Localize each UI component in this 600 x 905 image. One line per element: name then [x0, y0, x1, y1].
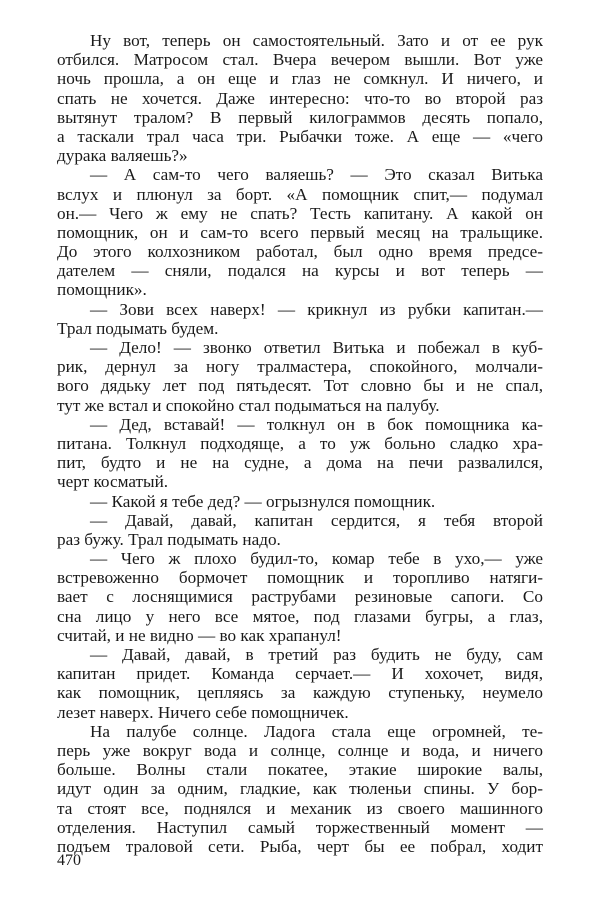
- text-line: — Дед, вставай! — толкнул он в бок помощника ка-: [90, 414, 543, 434]
- text-line: вытянут тралом? В первый килограммов десять попало,: [57, 107, 543, 127]
- text-line: — А сам-то чего валяешь? — Это сказал Витька: [90, 165, 543, 185]
- page-body-text: [57, 31, 543, 856]
- paragraph: [57, 165, 543, 299]
- text-line: сна лицо у него все мятое, под глазами бугры, а глаз,: [57, 606, 543, 626]
- text-line: — Давай, давай, в третий раз будить не буду, сам: [90, 645, 543, 664]
- text-line: отбился. Матросом стал. Вчера вечером вышли. Вот уже: [57, 50, 543, 70]
- text-line: отделения. Наступил самый торжественный момент —: [57, 817, 543, 837]
- text-line: идут один за одним, гладкие, как тюленьи спины. У бор-: [57, 779, 543, 799]
- text-line: — Давай, давай, капитан сердится, я тебя второй: [90, 510, 543, 530]
- paragraph: [57, 338, 543, 415]
- text-line: спать не хочется. Даже интересно: что-то во второй раз: [57, 88, 543, 108]
- paragraph: [57, 492, 543, 511]
- text-line: — Дело! — звонко ответил Витька и побежал в куб-: [90, 338, 543, 357]
- text-line: дурака валяешь?»: [57, 146, 188, 166]
- text-line: больше. Волны стали покатее, этакие широкие валы,: [57, 760, 543, 780]
- page-number: 470: [57, 852, 81, 869]
- text-line: ночь прошла, а он еще и глаз не сомкнул. И ничего, и: [57, 69, 543, 89]
- paragraph: [57, 722, 543, 856]
- text-line: капитан придет. Команда серчает.— И хохочет, видя,: [57, 664, 543, 684]
- text-line: До этого колхозником работал, был одно время предсе-: [57, 242, 543, 262]
- text-line: та стоят все, поднялся и механик из своего машинного: [57, 798, 543, 818]
- paragraph: [57, 31, 543, 165]
- paragraph: [57, 415, 543, 492]
- text-line: вает с лоснящимися раструбами резиновые сапоги. Со: [57, 587, 543, 607]
- text-line: перь уже вокруг вода и солнце, солнце и вода, и ничего: [57, 740, 543, 760]
- text-line: а таскали трал часа три. Рыбачки тоже. А еще — «чего: [57, 126, 543, 146]
- text-line: — Чего ж плохо будил-то, комар тебе в ухо,— уже: [90, 549, 543, 569]
- paragraph: [57, 511, 543, 549]
- text-line: помощник».: [57, 280, 147, 300]
- text-line: дателем — сняли, подался на курсы и вот теперь —: [57, 261, 543, 281]
- text-line: считай, и не видно — во как храпанул!: [57, 625, 342, 645]
- text-line: вого дядьку лет под пятьдесят. Тот словно бы и не спал,: [57, 376, 543, 396]
- text-line: он.— Чего ж ему не спать? Тесть капитану. А какой он: [57, 203, 543, 223]
- text-line: раз бужу. Трал подымать надо.: [57, 529, 281, 549]
- text-line: помощник, он и сам-то всего первый месяц на тральщике.: [57, 222, 543, 242]
- text-line: встревоженно бормочет помощник и торопливо натяги-: [57, 568, 543, 588]
- text-line: — Зови всех наверх! — крикнул из рубки капитан.—: [90, 299, 543, 319]
- text-line: как помощник, цепляясь за каждую ступеньку, неумело: [57, 683, 543, 703]
- text-line: подъем траловой сети. Рыба, черт бы ее побрал, ходит: [57, 836, 543, 856]
- paragraph: [57, 549, 543, 645]
- text-line: лезет наверх. Ничего себе помощничек.: [57, 702, 349, 722]
- paragraph: [57, 300, 543, 338]
- text-line: черт косматый.: [57, 472, 169, 492]
- text-line: рик, дернул за ногу тралмастера, спокойного, молчали-: [57, 357, 543, 377]
- text-line: питана. Толкнул подходяще, а то уж больно сладко хра-: [57, 433, 543, 453]
- text-line: пит, будто и не на судне, а дома на печи развалился,: [57, 453, 543, 473]
- text-line: тут же встал и спокойно стал подыматься на палубу.: [57, 395, 440, 415]
- text-line: Ну вот, теперь он самостоятельный. Зато и от ее рук: [90, 31, 543, 50]
- text-line: — Какой я тебе дед? — огрызнулся помощник.: [90, 491, 436, 511]
- text-line: вслух и плюнул за борт. «А помощник спит,— подумал: [57, 184, 543, 204]
- text-line: На палубе солнце. Ладога стала еще огромней, те-: [90, 721, 543, 741]
- paragraph: [57, 645, 543, 722]
- text-line: Трал подымать будем.: [57, 318, 219, 338]
